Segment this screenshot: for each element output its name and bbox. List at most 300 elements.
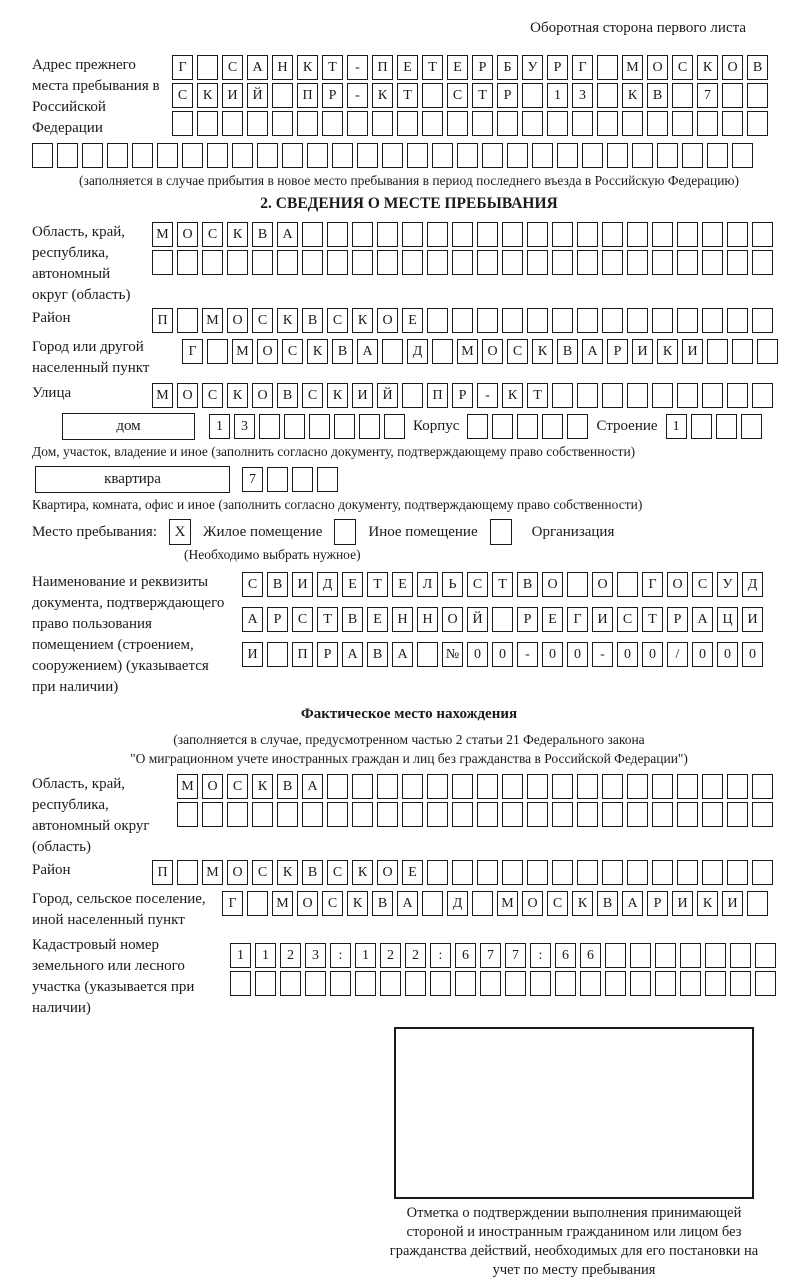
char-box[interactable]: В (277, 774, 298, 799)
char-box[interactable] (457, 143, 478, 168)
char-box[interactable]: К (532, 339, 553, 364)
char-box[interactable]: Е (392, 572, 413, 597)
char-box[interactable] (747, 83, 768, 108)
char-box[interactable]: К (297, 55, 318, 80)
char-box[interactable] (727, 860, 748, 885)
char-box[interactable]: С (547, 891, 568, 916)
char-box[interactable] (452, 802, 473, 827)
char-box[interactable] (747, 111, 768, 136)
char-box[interactable]: К (327, 383, 348, 408)
char-box[interactable]: Р (317, 642, 338, 667)
char-box[interactable] (430, 971, 451, 996)
char-box[interactable]: Й (467, 607, 488, 632)
char-box[interactable] (477, 802, 498, 827)
char-box[interactable]: Р (667, 607, 688, 632)
char-box[interactable]: Т (472, 83, 493, 108)
char-box[interactable] (597, 55, 618, 80)
char-box[interactable] (422, 83, 443, 108)
char-box[interactable] (602, 308, 623, 333)
char-box[interactable] (492, 607, 513, 632)
char-box[interactable]: О (177, 222, 198, 247)
char-box[interactable] (384, 414, 405, 439)
checkbox-organizaciya[interactable] (490, 519, 512, 545)
char-box[interactable]: Е (367, 607, 388, 632)
char-box[interactable]: О (202, 774, 223, 799)
char-box[interactable] (227, 802, 248, 827)
char-box[interactable]: К (252, 774, 273, 799)
char-box[interactable] (530, 971, 551, 996)
char-box[interactable]: О (442, 607, 463, 632)
char-box[interactable] (402, 383, 423, 408)
char-box[interactable]: М (152, 383, 173, 408)
char-box[interactable] (359, 414, 380, 439)
char-box[interactable]: А (692, 607, 713, 632)
char-box[interactable] (267, 642, 288, 667)
char-box[interactable]: С (227, 774, 248, 799)
char-box[interactable]: О (227, 308, 248, 333)
char-box[interactable] (552, 774, 573, 799)
char-box[interactable] (730, 943, 751, 968)
char-box[interactable]: Б (497, 55, 518, 80)
char-box[interactable]: 0 (467, 642, 488, 667)
char-box[interactable]: И (722, 891, 743, 916)
char-box[interactable]: С (282, 339, 303, 364)
char-box[interactable] (716, 414, 737, 439)
char-box[interactable] (202, 802, 223, 827)
char-box[interactable] (597, 83, 618, 108)
char-box[interactable]: М (272, 891, 293, 916)
char-box[interactable]: 2 (280, 943, 301, 968)
char-box[interactable]: Г (182, 339, 203, 364)
char-box[interactable]: Г (572, 55, 593, 80)
char-box[interactable]: 0 (692, 642, 713, 667)
char-box[interactable]: В (747, 55, 768, 80)
char-box[interactable] (691, 414, 712, 439)
char-box[interactable] (402, 250, 423, 275)
char-box[interactable] (705, 943, 726, 968)
char-box[interactable] (672, 111, 693, 136)
char-box[interactable]: А (342, 642, 363, 667)
char-box[interactable] (427, 860, 448, 885)
char-box[interactable]: Н (417, 607, 438, 632)
char-box[interactable]: К (197, 83, 218, 108)
char-box[interactable]: - (592, 642, 613, 667)
apartment-type-box[interactable]: квартира (35, 466, 230, 493)
char-box[interactable] (702, 860, 723, 885)
char-box[interactable] (555, 971, 576, 996)
char-box[interactable] (605, 971, 626, 996)
char-box[interactable] (177, 802, 198, 827)
char-box[interactable] (602, 222, 623, 247)
char-box[interactable]: В (647, 83, 668, 108)
char-box[interactable] (427, 250, 448, 275)
char-box[interactable] (355, 971, 376, 996)
char-box[interactable] (542, 414, 563, 439)
char-box[interactable] (702, 308, 723, 333)
char-box[interactable] (755, 971, 776, 996)
char-box[interactable] (527, 222, 548, 247)
char-box[interactable] (677, 383, 698, 408)
char-box[interactable] (597, 111, 618, 136)
char-box[interactable]: С (617, 607, 638, 632)
char-box[interactable]: Т (397, 83, 418, 108)
char-box[interactable]: М (202, 860, 223, 885)
char-box[interactable] (507, 143, 528, 168)
char-box[interactable]: Е (402, 860, 423, 885)
char-box[interactable]: 6 (555, 943, 576, 968)
char-box[interactable]: 0 (717, 642, 738, 667)
char-box[interactable]: - (517, 642, 538, 667)
char-box[interactable] (755, 943, 776, 968)
char-box[interactable] (327, 250, 348, 275)
char-box[interactable] (202, 250, 223, 275)
char-box[interactable] (422, 891, 443, 916)
char-box[interactable]: Р (452, 383, 473, 408)
char-box[interactable] (257, 143, 278, 168)
char-box[interactable]: 7 (480, 943, 501, 968)
char-box[interactable]: С (222, 55, 243, 80)
char-box[interactable]: Н (392, 607, 413, 632)
char-box[interactable] (347, 111, 368, 136)
char-box[interactable]: К (352, 860, 373, 885)
char-box[interactable]: С (202, 383, 223, 408)
char-box[interactable] (652, 222, 673, 247)
char-box[interactable] (627, 383, 648, 408)
char-box[interactable] (702, 383, 723, 408)
char-box[interactable]: С (172, 83, 193, 108)
char-box[interactable]: К (622, 83, 643, 108)
char-box[interactable]: Е (397, 55, 418, 80)
char-box[interactable]: К (572, 891, 593, 916)
char-box[interactable] (402, 802, 423, 827)
char-box[interactable] (627, 250, 648, 275)
char-box[interactable] (177, 250, 198, 275)
char-box[interactable]: В (342, 607, 363, 632)
char-box[interactable] (280, 971, 301, 996)
char-box[interactable] (197, 55, 218, 80)
char-box[interactable] (82, 143, 103, 168)
char-box[interactable] (182, 143, 203, 168)
char-box[interactable] (582, 143, 603, 168)
char-box[interactable]: Й (377, 383, 398, 408)
char-box[interactable]: О (377, 308, 398, 333)
char-box[interactable]: В (302, 860, 323, 885)
char-box[interactable] (232, 143, 253, 168)
char-box[interactable] (247, 891, 268, 916)
char-box[interactable] (455, 971, 476, 996)
char-box[interactable] (427, 222, 448, 247)
char-box[interactable]: Й (247, 83, 268, 108)
char-box[interactable] (452, 250, 473, 275)
char-box[interactable]: - (347, 83, 368, 108)
char-box[interactable]: 0 (742, 642, 763, 667)
char-box[interactable] (107, 143, 128, 168)
char-box[interactable]: Р (497, 83, 518, 108)
char-box[interactable] (502, 860, 523, 885)
char-box[interactable]: Р (267, 607, 288, 632)
char-box[interactable]: К (307, 339, 328, 364)
char-box[interactable]: С (327, 308, 348, 333)
char-box[interactable] (255, 971, 276, 996)
char-box[interactable] (752, 250, 773, 275)
char-box[interactable] (292, 467, 313, 492)
char-box[interactable] (177, 308, 198, 333)
char-box[interactable] (477, 222, 498, 247)
char-box[interactable]: П (152, 860, 173, 885)
char-box[interactable] (452, 308, 473, 333)
char-box[interactable]: Е (342, 572, 363, 597)
char-box[interactable] (332, 143, 353, 168)
char-box[interactable]: А (392, 642, 413, 667)
char-box[interactable]: О (227, 860, 248, 885)
char-box[interactable]: В (332, 339, 353, 364)
char-box[interactable] (327, 222, 348, 247)
char-box[interactable]: В (302, 308, 323, 333)
char-box[interactable]: В (267, 572, 288, 597)
char-box[interactable] (172, 111, 193, 136)
char-box[interactable] (472, 111, 493, 136)
char-box[interactable] (382, 143, 403, 168)
char-box[interactable] (302, 250, 323, 275)
char-box[interactable] (272, 83, 293, 108)
char-box[interactable]: С (252, 860, 273, 885)
char-box[interactable]: 0 (567, 642, 588, 667)
char-box[interactable] (602, 774, 623, 799)
char-box[interactable]: Т (527, 383, 548, 408)
char-box[interactable] (405, 971, 426, 996)
char-box[interactable]: В (367, 642, 388, 667)
char-box[interactable] (672, 83, 693, 108)
char-box[interactable]: - (347, 55, 368, 80)
char-box[interactable]: И (242, 642, 263, 667)
char-box[interactable] (680, 971, 701, 996)
char-box[interactable] (482, 143, 503, 168)
char-box[interactable] (652, 250, 673, 275)
char-box[interactable]: О (542, 572, 563, 597)
char-box[interactable] (630, 943, 651, 968)
char-box[interactable] (557, 143, 578, 168)
char-box[interactable] (577, 774, 598, 799)
house-type-box[interactable]: дом (62, 413, 195, 440)
char-box[interactable]: Т (367, 572, 388, 597)
char-box[interactable] (477, 774, 498, 799)
char-box[interactable]: К (657, 339, 678, 364)
char-box[interactable] (702, 222, 723, 247)
char-box[interactable]: Ь (442, 572, 463, 597)
char-box[interactable]: К (227, 383, 248, 408)
char-box[interactable]: М (457, 339, 478, 364)
char-box[interactable]: 3 (305, 943, 326, 968)
char-box[interactable] (702, 774, 723, 799)
char-box[interactable]: И (222, 83, 243, 108)
char-box[interactable] (517, 414, 538, 439)
char-box[interactable] (277, 250, 298, 275)
char-box[interactable]: : (530, 943, 551, 968)
char-box[interactable]: А (277, 222, 298, 247)
checkbox-inoe[interactable] (334, 519, 356, 545)
char-box[interactable]: И (672, 891, 693, 916)
char-box[interactable] (747, 891, 768, 916)
char-box[interactable]: А (242, 607, 263, 632)
char-box[interactable]: М (152, 222, 173, 247)
char-box[interactable] (477, 250, 498, 275)
char-box[interactable] (532, 143, 553, 168)
char-box[interactable] (230, 971, 251, 996)
char-box[interactable] (305, 971, 326, 996)
char-box[interactable]: Г (642, 572, 663, 597)
char-box[interactable] (622, 111, 643, 136)
char-box[interactable] (752, 222, 773, 247)
char-box[interactable]: М (622, 55, 643, 80)
char-box[interactable]: 1 (255, 943, 276, 968)
char-box[interactable] (407, 143, 428, 168)
char-box[interactable]: 7 (242, 467, 263, 492)
char-box[interactable] (727, 222, 748, 247)
char-box[interactable] (552, 802, 573, 827)
char-box[interactable] (655, 971, 676, 996)
char-box[interactable] (577, 222, 598, 247)
char-box[interactable] (607, 143, 628, 168)
char-box[interactable] (352, 802, 373, 827)
char-box[interactable]: Р (517, 607, 538, 632)
char-box[interactable]: У (717, 572, 738, 597)
char-box[interactable]: С (467, 572, 488, 597)
char-box[interactable] (627, 774, 648, 799)
char-box[interactable] (327, 802, 348, 827)
char-box[interactable] (627, 860, 648, 885)
char-box[interactable] (259, 414, 280, 439)
char-box[interactable] (397, 111, 418, 136)
char-box[interactable] (380, 971, 401, 996)
char-box[interactable] (377, 250, 398, 275)
char-box[interactable] (197, 111, 218, 136)
char-box[interactable] (727, 802, 748, 827)
char-box[interactable] (652, 860, 673, 885)
char-box[interactable] (277, 802, 298, 827)
char-box[interactable] (577, 860, 598, 885)
char-box[interactable]: О (722, 55, 743, 80)
char-box[interactable] (677, 774, 698, 799)
char-box[interactable] (402, 774, 423, 799)
char-box[interactable] (632, 143, 653, 168)
char-box[interactable]: - (477, 383, 498, 408)
checkbox-zhiloe[interactable]: X (169, 519, 191, 545)
char-box[interactable] (252, 802, 273, 827)
char-box[interactable] (727, 250, 748, 275)
char-box[interactable] (297, 111, 318, 136)
char-box[interactable]: Т (492, 572, 513, 597)
char-box[interactable] (697, 111, 718, 136)
char-box[interactable]: В (557, 339, 578, 364)
char-box[interactable] (677, 222, 698, 247)
char-box[interactable]: В (252, 222, 273, 247)
char-box[interactable] (309, 414, 330, 439)
char-box[interactable] (577, 308, 598, 333)
char-box[interactable] (422, 111, 443, 136)
char-box[interactable] (757, 339, 778, 364)
char-box[interactable] (652, 308, 673, 333)
char-box[interactable]: О (667, 572, 688, 597)
char-box[interactable] (330, 971, 351, 996)
char-box[interactable] (727, 774, 748, 799)
char-box[interactable]: С (252, 308, 273, 333)
char-box[interactable]: Л (417, 572, 438, 597)
char-box[interactable] (272, 111, 293, 136)
char-box[interactable]: П (427, 383, 448, 408)
char-box[interactable] (752, 308, 773, 333)
char-box[interactable]: И (682, 339, 703, 364)
char-box[interactable] (602, 383, 623, 408)
char-box[interactable]: 1 (355, 943, 376, 968)
char-box[interactable]: С (242, 572, 263, 597)
char-box[interactable] (702, 250, 723, 275)
char-box[interactable] (352, 250, 373, 275)
char-box[interactable] (732, 143, 753, 168)
char-box[interactable] (727, 308, 748, 333)
char-box[interactable]: И (742, 607, 763, 632)
char-box[interactable]: О (522, 891, 543, 916)
char-box[interactable]: К (352, 308, 373, 333)
char-box[interactable]: О (252, 383, 273, 408)
char-box[interactable] (605, 943, 626, 968)
char-box[interactable]: Г (222, 891, 243, 916)
char-box[interactable]: 2 (380, 943, 401, 968)
char-box[interactable]: А (582, 339, 603, 364)
char-box[interactable] (705, 971, 726, 996)
char-box[interactable]: С (292, 607, 313, 632)
char-box[interactable] (477, 308, 498, 333)
char-box[interactable] (567, 414, 588, 439)
char-box[interactable] (552, 308, 573, 333)
char-box[interactable] (567, 572, 588, 597)
char-box[interactable]: 3 (234, 414, 255, 439)
char-box[interactable]: П (372, 55, 393, 80)
char-box[interactable] (527, 802, 548, 827)
char-box[interactable] (402, 222, 423, 247)
char-box[interactable] (317, 467, 338, 492)
char-box[interactable]: А (302, 774, 323, 799)
char-box[interactable]: У (522, 55, 543, 80)
char-box[interactable] (477, 860, 498, 885)
char-box[interactable]: О (177, 383, 198, 408)
char-box[interactable] (522, 83, 543, 108)
char-box[interactable]: А (357, 339, 378, 364)
char-box[interactable]: В (517, 572, 538, 597)
char-box[interactable]: К (502, 383, 523, 408)
char-box[interactable] (627, 308, 648, 333)
char-box[interactable] (572, 111, 593, 136)
char-box[interactable]: П (152, 308, 173, 333)
char-box[interactable]: К (697, 55, 718, 80)
char-box[interactable] (502, 308, 523, 333)
char-box[interactable] (647, 111, 668, 136)
char-box[interactable]: В (277, 383, 298, 408)
char-box[interactable] (452, 860, 473, 885)
char-box[interactable] (527, 774, 548, 799)
char-box[interactable]: П (292, 642, 313, 667)
char-box[interactable] (502, 222, 523, 247)
char-box[interactable] (577, 250, 598, 275)
char-box[interactable] (372, 111, 393, 136)
char-box[interactable] (327, 774, 348, 799)
char-box[interactable]: 1 (547, 83, 568, 108)
char-box[interactable] (417, 642, 438, 667)
char-box[interactable]: 0 (542, 642, 563, 667)
char-box[interactable] (432, 339, 453, 364)
char-box[interactable]: О (377, 860, 398, 885)
char-box[interactable] (522, 111, 543, 136)
char-box[interactable]: С (202, 222, 223, 247)
